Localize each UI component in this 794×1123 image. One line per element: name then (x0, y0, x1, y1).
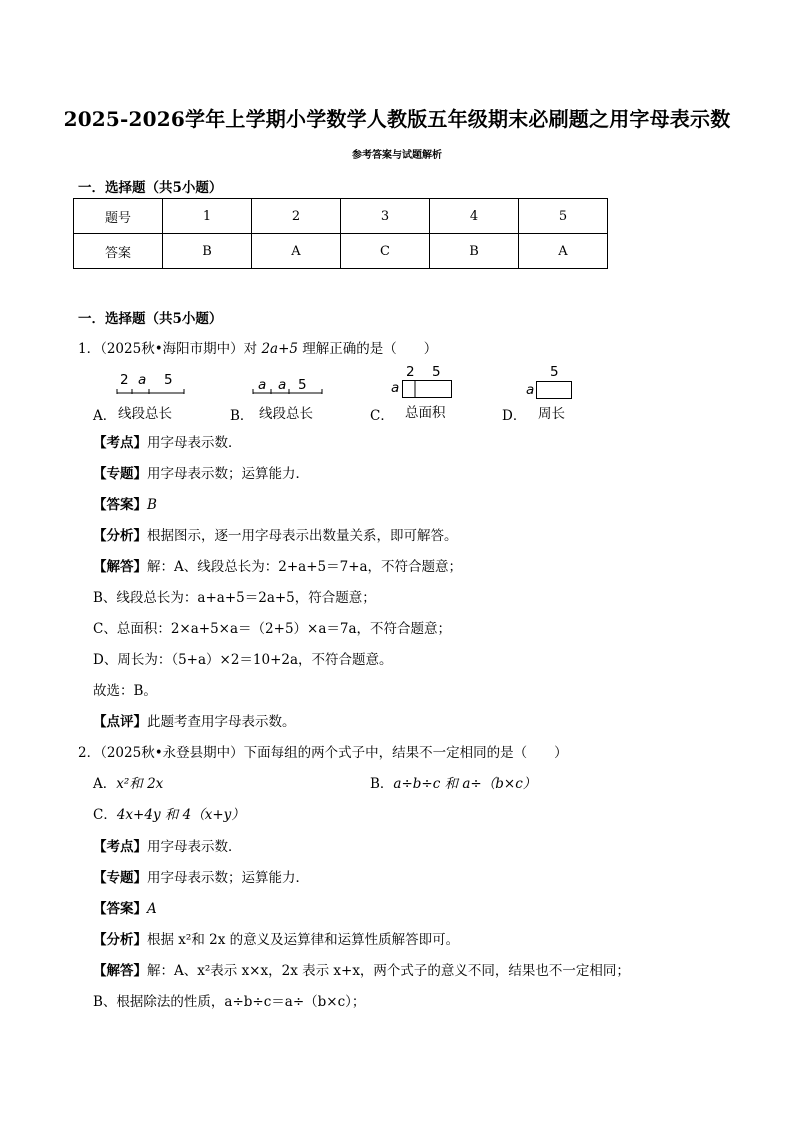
table-cell: 4 (430, 199, 519, 234)
section-heading: 一．选择题（共5小题） (78, 311, 223, 327)
solution-line: D、周长为：（5+a）×2＝10+2a，不符合题意。 (93, 652, 393, 668)
figure-label: 2 (120, 372, 129, 388)
segment-figure-b (252, 388, 324, 398)
figure-label: 5 (164, 372, 173, 388)
solution-line: B、根据除法的性质，a÷b÷c＝a÷（b×c）； (93, 994, 366, 1010)
solution-line: B、线段总长为：a+a+5＝2a+5，符合题意； (93, 590, 376, 606)
table-cell: 1 (163, 199, 252, 234)
solution-line: 【解答】解：A、x²表示 x×x，2x 表示 x+x，两个式子的意义不同，结果也不一定相同； (93, 963, 630, 979)
table-cell: B (430, 234, 519, 269)
answer-table (73, 198, 608, 269)
option-b-letter: B． (230, 408, 254, 424)
solution-line: 【解答】解：A、线段总长为：2+a+5＝7+a，不符合题意； (93, 559, 463, 575)
answer-line: 【答案】B (93, 497, 157, 513)
comment-line: 【点评】此题考查用字母表示数。 (93, 714, 296, 730)
table-cell: A (252, 234, 341, 269)
kaodian-line: 【考点】用字母表示数． (93, 839, 242, 855)
zhuanti-line: 【专题】用字母表示数；运算能力． (93, 466, 309, 482)
question-1-stem: 1．（2025秋•海阳市期中）对 2a+5 理解正确的是（ ） (78, 341, 438, 357)
table-row (74, 199, 608, 234)
figure-label: 5 (298, 377, 307, 393)
option-c: C．4x+4y 和 4（x+y） (93, 807, 245, 823)
figure-label: a (391, 380, 400, 396)
option-c-letter: C． (370, 408, 394, 424)
figure-label: a (278, 377, 287, 393)
option-a: A．x²和 2x (93, 776, 164, 792)
question-2-stem: 2．（2025秋•永登县期中）下面每组的两个式子中，结果不一定相同的是（ ） (78, 745, 568, 761)
page-subtitle: 参考答案与试题解析 (352, 150, 442, 161)
table-cell: 5 (519, 199, 608, 234)
table-cell: 3 (341, 199, 430, 234)
figure-caption: 线段总长 (118, 406, 172, 422)
table-header-cell: 题号 (74, 199, 163, 234)
solution-line: 故选：B。 (93, 683, 157, 699)
figure-caption: 总面积 (405, 405, 446, 421)
table-cell: A (519, 234, 608, 269)
figure-caption: 周长 (538, 406, 565, 422)
table-cell: B (163, 234, 252, 269)
table-row (74, 234, 608, 269)
option-a-letter: A． (93, 408, 117, 424)
figure-label: a (258, 377, 267, 393)
analysis-line: 【分析】根据 x²和 2x 的意义及运算律和运算性质解答即可。 (93, 932, 460, 948)
option-b: B．a÷b÷c 和 a÷（b×c） (370, 776, 537, 792)
figure-label: a (138, 372, 147, 388)
option-d-letter: D． (502, 408, 527, 424)
figure-label: 5 (432, 364, 441, 380)
page-title: 2025-2026学年上学期小学数学人教版五年级期末必刷题之用字母表示数 (63, 107, 731, 131)
analysis-line: 【分析】根据图示，逐一用字母表示出数量关系，即可解答。 (93, 528, 458, 544)
figure-label: 5 (550, 364, 559, 380)
table-cell: 2 (252, 199, 341, 234)
rectangle-figure-c (402, 380, 454, 400)
figure-caption: 线段总长 (259, 406, 313, 422)
figure-label: 2 (406, 364, 415, 380)
answer-line: 【答案】A (93, 901, 157, 917)
zhuanti-line: 【专题】用字母表示数；运算能力． (93, 870, 309, 886)
section-heading: 一．选择题（共5小题） (78, 180, 223, 196)
segment-figure-a (116, 388, 186, 398)
rectangle-figure-d (536, 381, 574, 401)
kaodian-line: 【考点】用字母表示数． (93, 435, 242, 451)
table-cell: C (341, 234, 430, 269)
table-header-cell: 答案 (74, 234, 163, 269)
solution-line: C、总面积：2×a+5×a＝（2+5）×a＝7a，不符合题意； (93, 621, 452, 637)
figure-label: a (526, 382, 535, 398)
